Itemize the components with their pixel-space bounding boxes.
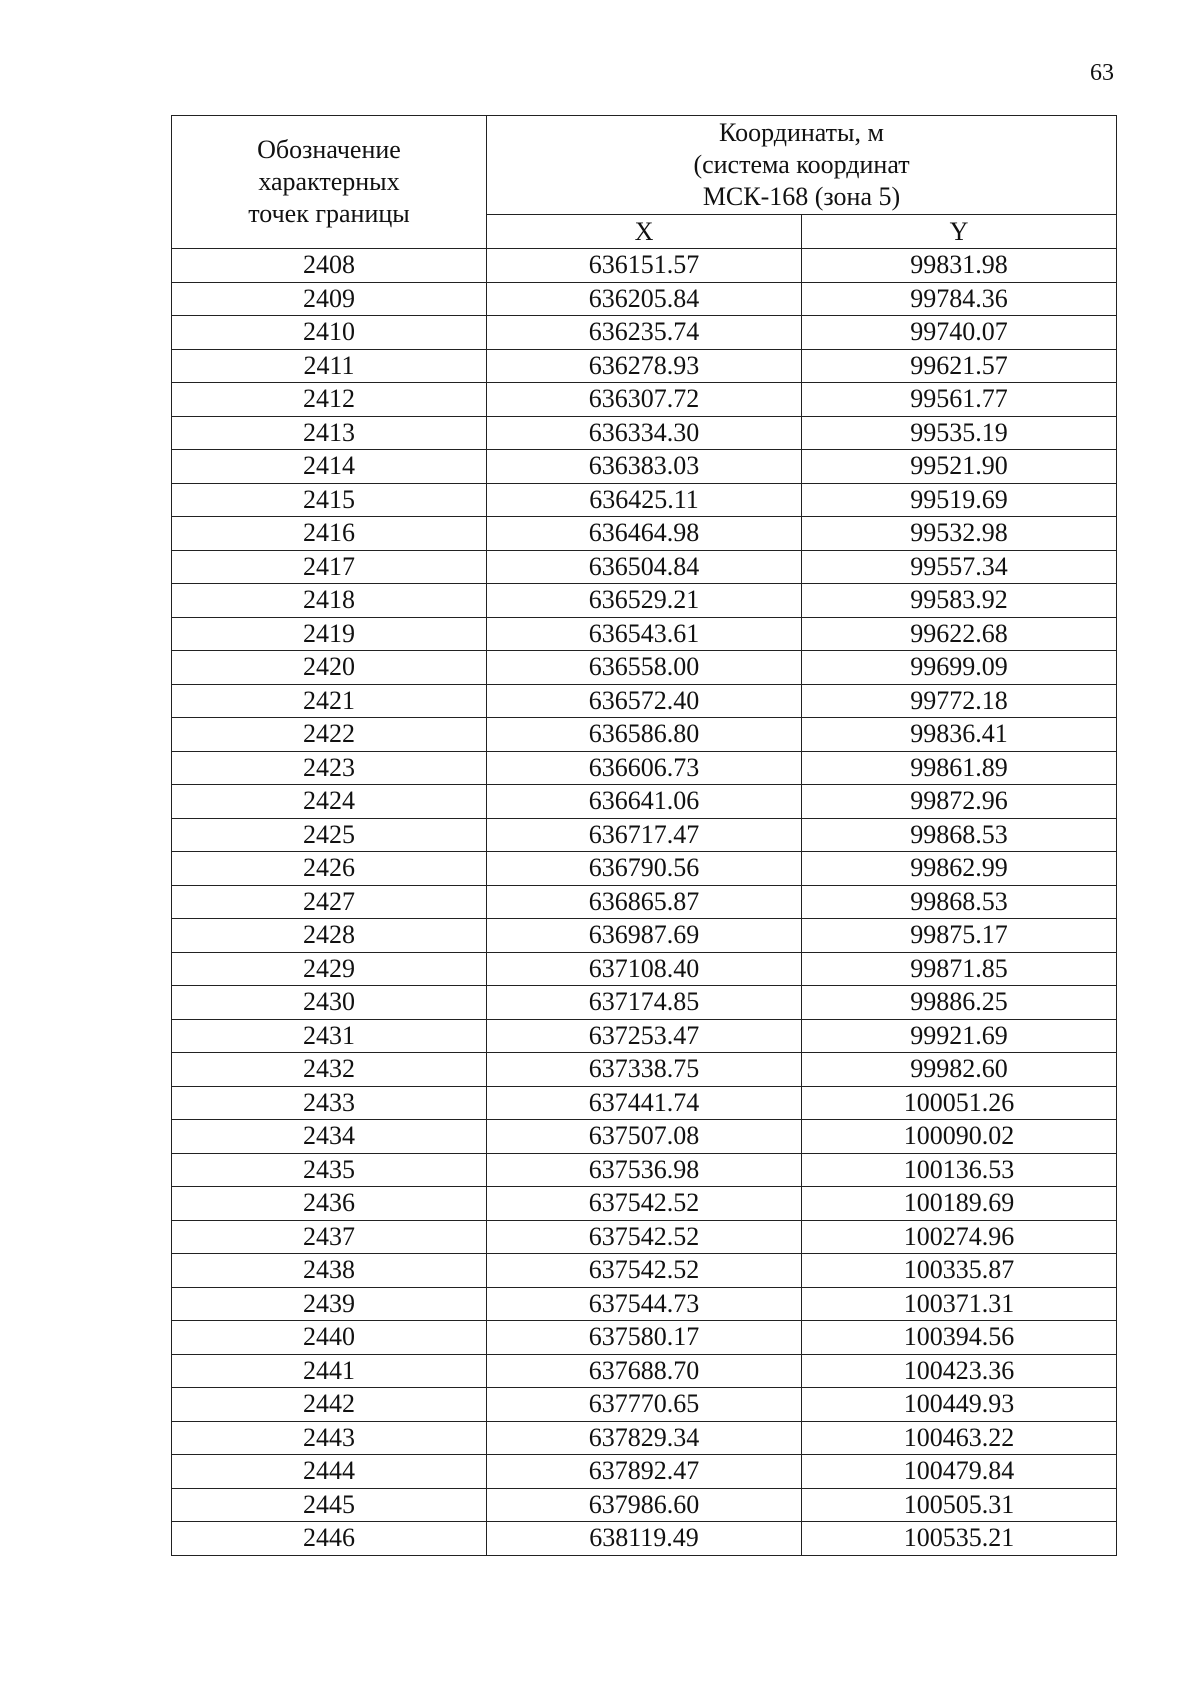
header-y: Y — [802, 215, 1117, 249]
y-coordinate-cell: 99583.92 — [802, 584, 1117, 618]
header-point-designation — [172, 116, 487, 249]
table-row — [172, 550, 1117, 584]
x-coordinate-cell: 636278.93 — [487, 349, 802, 383]
table-row — [172, 818, 1117, 852]
table-row — [172, 349, 1117, 383]
point-id-cell: 2427 — [172, 885, 487, 919]
x-coordinate-cell: 636383.03 — [487, 450, 802, 484]
table-row — [172, 651, 1117, 685]
table-row — [172, 1287, 1117, 1321]
table-header — [172, 116, 1117, 249]
x-coordinate-cell: 637892.47 — [487, 1455, 802, 1489]
x-coordinate-cell: 637542.52 — [487, 1187, 802, 1221]
point-id-cell: 2424 — [172, 785, 487, 819]
y-coordinate-cell: 100136.53 — [802, 1153, 1117, 1187]
table-row — [172, 1254, 1117, 1288]
x-coordinate-cell: 637829.34 — [487, 1421, 802, 1455]
x-coordinate-cell: 636586.80 — [487, 718, 802, 752]
table-row — [172, 1354, 1117, 1388]
table-row — [172, 1053, 1117, 1087]
point-id-cell: 2433 — [172, 1086, 487, 1120]
point-id-cell: 2434 — [172, 1120, 487, 1154]
x-coordinate-cell: 636205.84 — [487, 282, 802, 316]
point-id-cell: 2418 — [172, 584, 487, 618]
y-coordinate-cell: 99740.07 — [802, 316, 1117, 350]
table-row — [172, 416, 1117, 450]
y-coordinate-cell: 99557.34 — [802, 550, 1117, 584]
table-row — [172, 718, 1117, 752]
point-id-cell: 2429 — [172, 952, 487, 986]
x-coordinate-cell: 636641.06 — [487, 785, 802, 819]
table-row — [172, 282, 1117, 316]
point-id-cell: 2425 — [172, 818, 487, 852]
table-row — [172, 1522, 1117, 1556]
point-id-cell: 2430 — [172, 986, 487, 1020]
y-coordinate-cell: 99871.85 — [802, 952, 1117, 986]
table-row — [172, 1388, 1117, 1422]
y-coordinate-cell: 99699.09 — [802, 651, 1117, 685]
y-coordinate-cell: 100090.02 — [802, 1120, 1117, 1154]
table-row — [172, 584, 1117, 618]
point-id-cell: 2426 — [172, 852, 487, 886]
point-id-cell: 2417 — [172, 550, 487, 584]
table-row — [172, 1455, 1117, 1489]
point-id-cell: 2432 — [172, 1053, 487, 1087]
y-coordinate-cell: 100535.21 — [802, 1522, 1117, 1556]
table-body — [172, 249, 1117, 1556]
table-row — [172, 617, 1117, 651]
y-coordinate-cell: 100274.96 — [802, 1220, 1117, 1254]
x-coordinate-cell: 636865.87 — [487, 885, 802, 919]
point-id-cell: 2416 — [172, 517, 487, 551]
table-row — [172, 450, 1117, 484]
table-row — [172, 751, 1117, 785]
y-coordinate-cell: 99982.60 — [802, 1053, 1117, 1087]
x-coordinate-cell: 636790.56 — [487, 852, 802, 886]
table-row — [172, 919, 1117, 953]
y-coordinate-cell: 100051.26 — [802, 1086, 1117, 1120]
page-number: 63 — [1090, 60, 1114, 86]
point-id-cell: 2422 — [172, 718, 487, 752]
table-row — [172, 383, 1117, 417]
table-row — [172, 1019, 1117, 1053]
point-id-cell: 2420 — [172, 651, 487, 685]
x-coordinate-cell: 637770.65 — [487, 1388, 802, 1422]
point-id-cell: 2409 — [172, 282, 487, 316]
y-coordinate-cell: 99535.19 — [802, 416, 1117, 450]
y-coordinate-cell: 99886.25 — [802, 986, 1117, 1020]
y-coordinate-cell: 100463.22 — [802, 1421, 1117, 1455]
x-coordinate-cell: 637174.85 — [487, 986, 802, 1020]
point-id-cell: 2412 — [172, 383, 487, 417]
point-id-cell: 2438 — [172, 1254, 487, 1288]
header-coordinates-label: Координаты, м (система координат МСК-168 (зона 5) — [693, 118, 910, 211]
point-id-cell: 2446 — [172, 1522, 487, 1556]
table-row — [172, 1153, 1117, 1187]
x-coordinate-cell: 636504.84 — [487, 550, 802, 584]
x-coordinate-cell: 637441.74 — [487, 1086, 802, 1120]
point-id-cell: 2410 — [172, 316, 487, 350]
x-coordinate-cell: 637542.52 — [487, 1220, 802, 1254]
point-id-cell: 2408 — [172, 249, 487, 283]
point-id-cell: 2413 — [172, 416, 487, 450]
y-coordinate-cell: 100423.36 — [802, 1354, 1117, 1388]
x-coordinate-cell: 636987.69 — [487, 919, 802, 953]
y-coordinate-cell: 99521.90 — [802, 450, 1117, 484]
x-coordinate-cell: 636717.47 — [487, 818, 802, 852]
y-coordinate-cell: 99784.36 — [802, 282, 1117, 316]
x-coordinate-cell: 638119.49 — [487, 1522, 802, 1556]
x-coordinate-cell: 637542.52 — [487, 1254, 802, 1288]
x-coordinate-cell: 636151.57 — [487, 249, 802, 283]
x-coordinate-cell: 637536.98 — [487, 1153, 802, 1187]
x-coordinate-cell: 636464.98 — [487, 517, 802, 551]
table-row — [172, 1086, 1117, 1120]
table-row — [172, 1120, 1117, 1154]
y-coordinate-cell: 99561.77 — [802, 383, 1117, 417]
y-coordinate-cell: 100371.31 — [802, 1287, 1117, 1321]
y-coordinate-cell: 99862.99 — [802, 852, 1117, 886]
x-coordinate-cell: 636543.61 — [487, 617, 802, 651]
y-coordinate-cell: 99621.57 — [802, 349, 1117, 383]
point-id-cell: 2445 — [172, 1488, 487, 1522]
y-coordinate-cell: 99519.69 — [802, 483, 1117, 517]
x-coordinate-cell: 637544.73 — [487, 1287, 802, 1321]
table-row — [172, 483, 1117, 517]
point-id-cell: 2419 — [172, 617, 487, 651]
x-coordinate-cell: 637507.08 — [487, 1120, 802, 1154]
y-coordinate-cell: 99921.69 — [802, 1019, 1117, 1053]
y-coordinate-cell: 99872.96 — [802, 785, 1117, 819]
y-coordinate-cell: 99836.41 — [802, 718, 1117, 752]
y-coordinate-cell: 99868.53 — [802, 818, 1117, 852]
table-row — [172, 852, 1117, 886]
point-id-cell: 2411 — [172, 349, 487, 383]
y-coordinate-cell: 99861.89 — [802, 751, 1117, 785]
table-row — [172, 952, 1117, 986]
point-id-cell: 2439 — [172, 1287, 487, 1321]
x-coordinate-cell: 637338.75 — [487, 1053, 802, 1087]
point-id-cell: 2414 — [172, 450, 487, 484]
x-coordinate-cell: 636606.73 — [487, 751, 802, 785]
x-coordinate-cell: 637108.40 — [487, 952, 802, 986]
point-id-cell: 2431 — [172, 1019, 487, 1053]
x-coordinate-cell: 636529.21 — [487, 584, 802, 618]
point-id-cell: 2444 — [172, 1455, 487, 1489]
point-id-cell: 2415 — [172, 483, 487, 517]
y-coordinate-cell: 100479.84 — [802, 1455, 1117, 1489]
point-id-cell: 2435 — [172, 1153, 487, 1187]
x-coordinate-cell: 636334.30 — [487, 416, 802, 450]
table-row — [172, 986, 1117, 1020]
x-coordinate-cell: 637580.17 — [487, 1321, 802, 1355]
y-coordinate-cell: 99831.98 — [802, 249, 1117, 283]
x-coordinate-cell: 637986.60 — [487, 1488, 802, 1522]
x-coordinate-cell: 636235.74 — [487, 316, 802, 350]
y-coordinate-cell: 99875.17 — [802, 919, 1117, 953]
table-row — [172, 1488, 1117, 1522]
x-coordinate-cell: 637688.70 — [487, 1354, 802, 1388]
point-id-cell: 2421 — [172, 684, 487, 718]
point-id-cell: 2440 — [172, 1321, 487, 1355]
boundary-coordinates-table — [171, 115, 1117, 1556]
table-row — [172, 249, 1117, 283]
x-coordinate-cell: 636572.40 — [487, 684, 802, 718]
y-coordinate-cell: 100335.87 — [802, 1254, 1117, 1288]
header-point-designation-label: Обозначение характерных точек границы — [248, 135, 410, 228]
x-coordinate-cell: 636307.72 — [487, 383, 802, 417]
header-x: X — [487, 215, 802, 249]
x-coordinate-cell: 637253.47 — [487, 1019, 802, 1053]
point-id-cell: 2443 — [172, 1421, 487, 1455]
point-id-cell: 2437 — [172, 1220, 487, 1254]
table-row — [172, 316, 1117, 350]
point-id-cell: 2436 — [172, 1187, 487, 1221]
y-coordinate-cell: 99868.53 — [802, 885, 1117, 919]
table-row — [172, 1321, 1117, 1355]
y-coordinate-cell: 100505.31 — [802, 1488, 1117, 1522]
y-coordinate-cell: 100189.69 — [802, 1187, 1117, 1221]
point-id-cell: 2442 — [172, 1388, 487, 1422]
table-row — [172, 684, 1117, 718]
point-id-cell: 2441 — [172, 1354, 487, 1388]
header-coordinates — [487, 116, 1117, 215]
y-coordinate-cell: 100394.56 — [802, 1321, 1117, 1355]
table-row — [172, 1187, 1117, 1221]
point-id-cell: 2423 — [172, 751, 487, 785]
y-coordinate-cell: 100449.93 — [802, 1388, 1117, 1422]
y-coordinate-cell: 99622.68 — [802, 617, 1117, 651]
y-coordinate-cell: 99772.18 — [802, 684, 1117, 718]
x-coordinate-cell: 636425.11 — [487, 483, 802, 517]
table-row — [172, 1220, 1117, 1254]
y-coordinate-cell: 99532.98 — [802, 517, 1117, 551]
point-id-cell: 2428 — [172, 919, 487, 953]
x-coordinate-cell: 636558.00 — [487, 651, 802, 685]
table-row — [172, 517, 1117, 551]
table-row — [172, 1421, 1117, 1455]
table-row — [172, 885, 1117, 919]
table-row — [172, 785, 1117, 819]
